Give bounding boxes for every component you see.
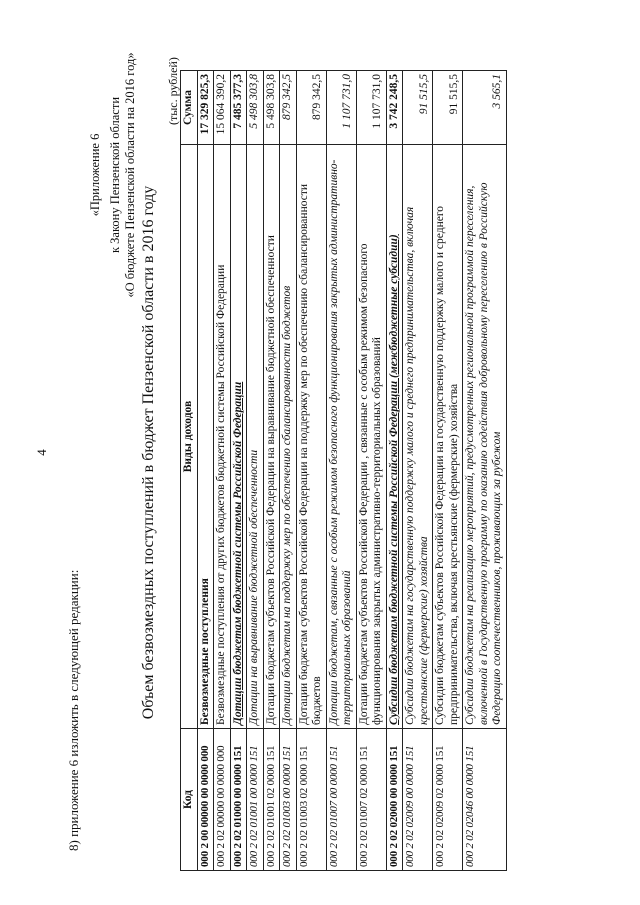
row-name: Субсидии бюджетам бюджетной системы Российской Федерации (межбюджетные субсидии) [386, 145, 403, 729]
table-row [296, 71, 326, 871]
row-name: Дотации бюджетам субъектов Российской Федерации , связанные с особым режимом безопасного функционирования закрытых административно-территориальных образований [356, 145, 386, 729]
row-name: Субсидии бюджетам на государственную поддержку малого и среднего предпринимательства, включая крестьянские (фермерские) хозяйства [403, 145, 433, 729]
row-code: 000 2 02 01003 00 0000 151 [280, 729, 297, 871]
row-sum: 1 107 731,0 [356, 71, 386, 145]
revenue-table [180, 70, 507, 871]
row-name: Безвозмездные поступления от других бюджетов бюджетной системы Российской Федерации [214, 145, 231, 729]
table-header-row [181, 71, 198, 871]
appendix-reference [108, 35, 138, 315]
row-code: 000 2 02 02000 00 0000 151 [386, 729, 403, 871]
table-row [356, 71, 386, 871]
row-code: 000 2 02 01001 02 0000 151 [263, 729, 280, 871]
row-sum: 879 342,5 [296, 71, 326, 145]
row-name: Дотации бюджетам бюджетной системы Российской Федерации [230, 145, 247, 729]
document-title: Объем безвозмездных поступлений в бюджет Пензенской области в 2016 году [140, 185, 157, 720]
header-name: Виды доходов [181, 145, 198, 729]
table-row [263, 71, 280, 871]
row-name: Безвозмездные поступления [197, 145, 214, 729]
row-code: 000 2 02 01007 02 0000 151 [356, 729, 386, 871]
row-code: 000 2 02 01007 00 0000 151 [326, 729, 356, 871]
row-code: 000 2 02 01001 00 0000 151 [247, 729, 264, 871]
row-name: Дотации на выравнивание бюджетной обеспеченности [247, 145, 264, 729]
row-name: Дотации бюджетам на поддержку мер по обеспечению сбалансированности бюджетов [280, 145, 297, 729]
row-code: 000 2 02 01000 00 0000 151 [230, 729, 247, 871]
page-number: 4 [34, 449, 49, 456]
row-sum: 15 064 390,2 [214, 71, 231, 145]
table-row [433, 71, 463, 871]
row-sum: 5 498 303,8 [247, 71, 264, 145]
row-sum: 5 498 303,8 [263, 71, 280, 145]
row-sum: 1 107 731,0 [326, 71, 356, 145]
units-label: (тыс. рублей) [166, 57, 180, 125]
appendix-title: «Приложение 6 [88, 133, 102, 217]
table-row [403, 71, 433, 871]
appendix-reference-law: к Закону Пензенской области [108, 96, 122, 254]
row-sum: 91 515,5 [403, 71, 433, 145]
row-name: Дотации бюджетам субъектов Российской Федерации на поддержку мер по обеспечению сбалансированности бюджетов [296, 145, 326, 729]
row-code: 000 2 02 02009 00 0000 151 [403, 729, 433, 871]
row-sum: 91 515,5 [433, 71, 463, 145]
table-row [386, 71, 403, 871]
row-code: 000 2 02 00000 00 0000 000 [214, 729, 231, 871]
row-code: 000 2 00 00000 00 0000 000 [197, 729, 214, 871]
row-code: 000 2 02 02046 00 0000 151 [463, 729, 507, 871]
table-row [214, 71, 231, 871]
row-sum: 3 565,1 [463, 71, 507, 145]
table-row [280, 71, 297, 871]
row-sum: 17 329 825,3 [197, 71, 214, 145]
table-row [230, 71, 247, 871]
table-row [197, 71, 214, 871]
table-row [326, 71, 356, 871]
row-code: 000 2 02 01003 02 0000 151 [296, 729, 326, 871]
appendix-reference-budget: «О бюджете Пензенской области на 2016 год» [123, 52, 137, 298]
row-name: Субсидии бюджетам на реализацию мероприятий, предусмотренных региональной программой переселения, включенной в Государственную программу по оказанию содействия добровольному переселению в Российскую Федерацию соотечественников, проживающих за рубежом [463, 145, 507, 729]
row-sum: 879 342,5 [280, 71, 297, 145]
row-sum: 7 485 377,3 [230, 71, 247, 145]
header-code: Код [181, 729, 198, 871]
row-name: Дотации бюджетам, связанные с особым режимом безопасного функционирования закрытых административно-территориальных образований [326, 145, 356, 729]
row-name: Дотации бюджетам субъектов Российской Федерации на выравнивание бюджетной обеспеченности [263, 145, 280, 729]
header-sum: Сумма [181, 71, 198, 145]
table-row [463, 71, 507, 871]
table-row [247, 71, 264, 871]
row-name: Субсидии бюджетам субъектов Российской Федерации на государственную поддержку малого и среднего предпринимательства, включая крестьянские (фермерские) хозяйства [433, 145, 463, 729]
row-code: 000 2 02 02009 02 0000 151 [433, 729, 463, 871]
amendment-intro: 8) приложение 6 изложить в следующей редакции: [66, 569, 81, 851]
row-sum: 3 742 248,5 [386, 71, 403, 145]
